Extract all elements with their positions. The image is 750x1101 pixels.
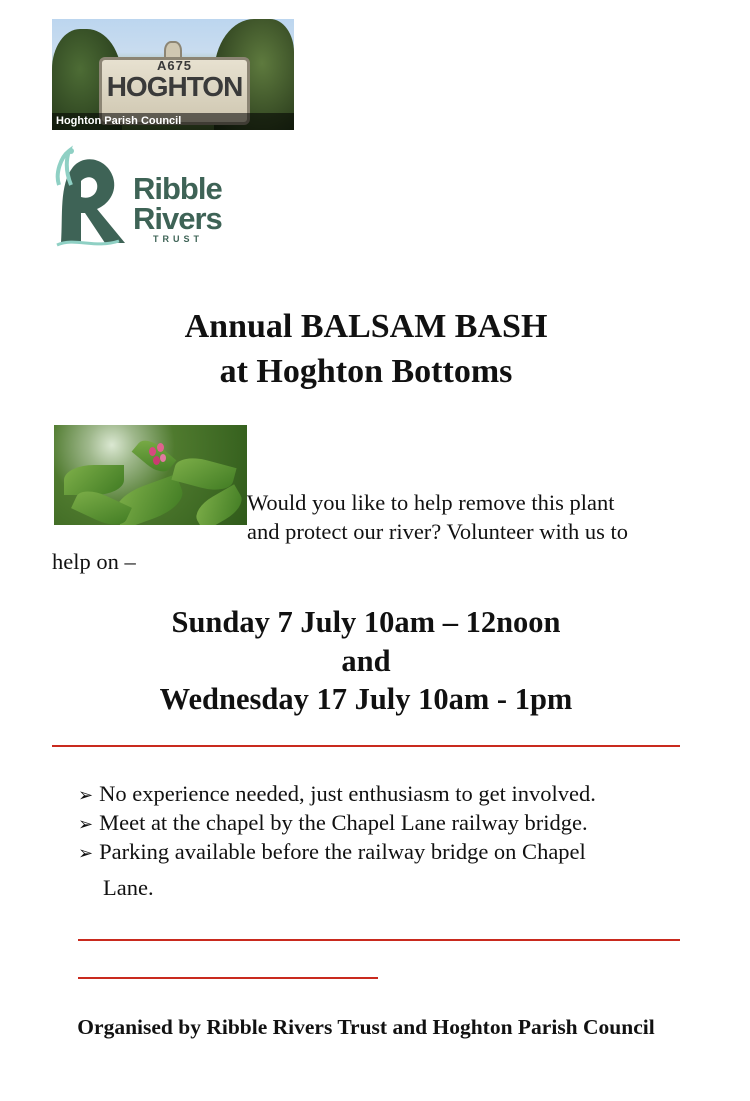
intro-line-1: Would you like to help remove this plant	[247, 490, 615, 515]
divider-top	[52, 745, 680, 747]
date-and: and	[341, 644, 391, 678]
logo-caption: Hoghton Parish Council	[52, 113, 294, 130]
bullet-item-2	[78, 812, 588, 835]
arrow-bullet-icon: ➢	[78, 814, 94, 835]
bullet-text: Parking available before the railway bridge on Chapel	[99, 839, 586, 864]
rivers-wordmark: Rivers	[133, 201, 222, 236]
title-line-2: at Hoghton Bottoms	[219, 353, 513, 390]
intro-line-3: help on –	[52, 549, 136, 574]
bullet-text: No experience needed, just enthusiasm to get involved.	[99, 781, 596, 806]
organiser-credit: Organised by Ribble Rivers Trust and Hoghton Parish Council	[77, 1015, 655, 1039]
ribble-rivers-trust-logo	[55, 145, 265, 251]
arrow-bullet-icon: ➢	[78, 785, 94, 806]
date-sunday: Sunday 7 July 10am – 12noon	[171, 605, 561, 639]
ribble-wordmark: Ribble	[133, 171, 222, 206]
hoghton-parish-council-logo	[52, 19, 294, 130]
intro-line-2: and protect our river? Volunteer with us to	[247, 519, 628, 544]
bullet-item-1	[78, 783, 596, 806]
ribble-r-mark-icon	[55, 145, 135, 251]
sign-place-name: HOGHTON	[106, 71, 243, 102]
bullet-text: Meet at the chapel by the Chapel Lane railway bridge.	[99, 810, 588, 835]
bullet-item-3-continuation: Lane.	[103, 875, 154, 900]
title-line-1: Annual BALSAM BASH	[184, 308, 548, 345]
date-wednesday: Wednesday 17 July 10am - 1pm	[159, 682, 573, 716]
divider-bottom-2	[78, 977, 378, 979]
sign-road-number: A675	[156, 58, 193, 73]
arrow-bullet-icon: ➢	[78, 843, 94, 864]
himalayan-balsam-photo	[54, 425, 247, 525]
bullet-item-3	[78, 841, 586, 864]
divider-bottom-1	[78, 939, 680, 941]
trust-wordmark: TRUST	[153, 234, 203, 244]
